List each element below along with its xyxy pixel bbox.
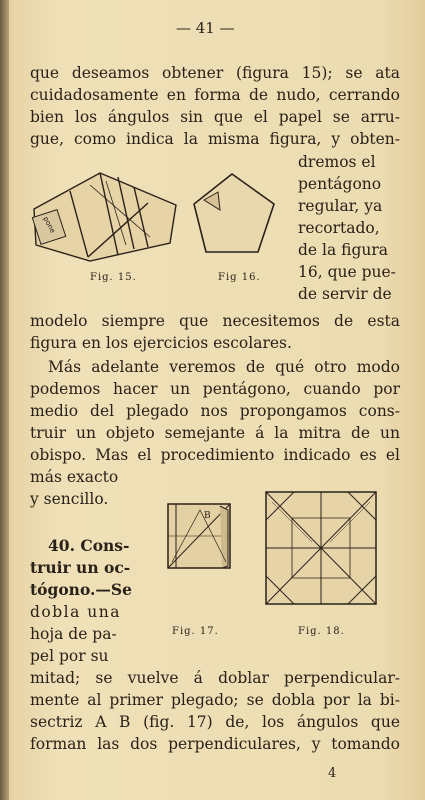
text-line: hoja de pa- xyxy=(30,625,117,643)
text-line: figura en los ejercicios escolares. xyxy=(30,334,292,352)
svg-text:pone: pone xyxy=(41,215,57,235)
text-line: regular, ya xyxy=(298,197,383,215)
figure-caption: Fig. 15. xyxy=(90,272,137,283)
text-line: obispo. Mas el procedimiento indicado es el xyxy=(30,446,400,464)
text-line: bien los ángulos sin que el papel se arru- xyxy=(30,108,400,126)
text-line: dremos el xyxy=(298,153,376,171)
text-line: de servir de xyxy=(298,285,392,303)
figure-17-folded-square-illustration xyxy=(160,496,240,576)
figure-18-octagon-illustration xyxy=(262,488,380,608)
text-line: pentágono xyxy=(298,175,382,193)
figure-16-pentagon-illustration xyxy=(190,170,280,260)
page-number-header: — 41 — xyxy=(176,19,235,37)
text-line: forman las dos perpendiculares, y tomando xyxy=(30,735,400,753)
section-heading: truir un oc- xyxy=(30,558,131,577)
text-line: mente al primer plegado; se dobla por la bi- xyxy=(30,691,400,709)
text-line: pel por su xyxy=(30,647,109,665)
text-line: dobla una xyxy=(30,603,122,621)
text-line: podemos hacer un pentágono, cuando por xyxy=(30,380,400,398)
section-heading: tógono.—Se xyxy=(30,580,132,599)
figure-caption: Fig 16. xyxy=(218,272,261,283)
text-line: modelo siempre que necesitemos de esta xyxy=(30,312,400,330)
text-line: medio del plegado nos propongamos cons- xyxy=(30,402,400,420)
section-heading: 40. Cons- xyxy=(48,536,130,555)
text-line: y sencillo. xyxy=(30,490,109,508)
text-line: mitad; se vuelve á doblar perpendicular- xyxy=(30,669,400,687)
text-line: 16, que pue- xyxy=(298,263,396,281)
book-spine xyxy=(0,0,9,800)
figure-caption: Fig. 18. xyxy=(298,626,345,637)
text-line: que deseamos obtener (figura 15); se ata xyxy=(30,64,400,82)
text-line: sectriz A B (fig. 17) de, los ángulos que xyxy=(30,713,400,731)
text-line: de la figura xyxy=(298,241,389,259)
text-line: cuidadosamente en forma de nudo, cerrando xyxy=(30,86,400,104)
svg-text:B: B xyxy=(204,511,211,521)
text-line: más exacto xyxy=(30,468,119,486)
figure-15-knot-illustration xyxy=(30,165,180,265)
text-line: Más adelante veremos de qué otro modo xyxy=(48,358,400,376)
text-line: recortado, xyxy=(298,219,380,237)
text-line: gue, como indica la misma figura, y obten- xyxy=(30,130,400,148)
text-line: truir un objeto semejante á la mitra de un xyxy=(30,424,400,442)
figure-caption: Fig. 17. xyxy=(172,626,219,637)
signature-mark: 4 xyxy=(328,766,337,781)
